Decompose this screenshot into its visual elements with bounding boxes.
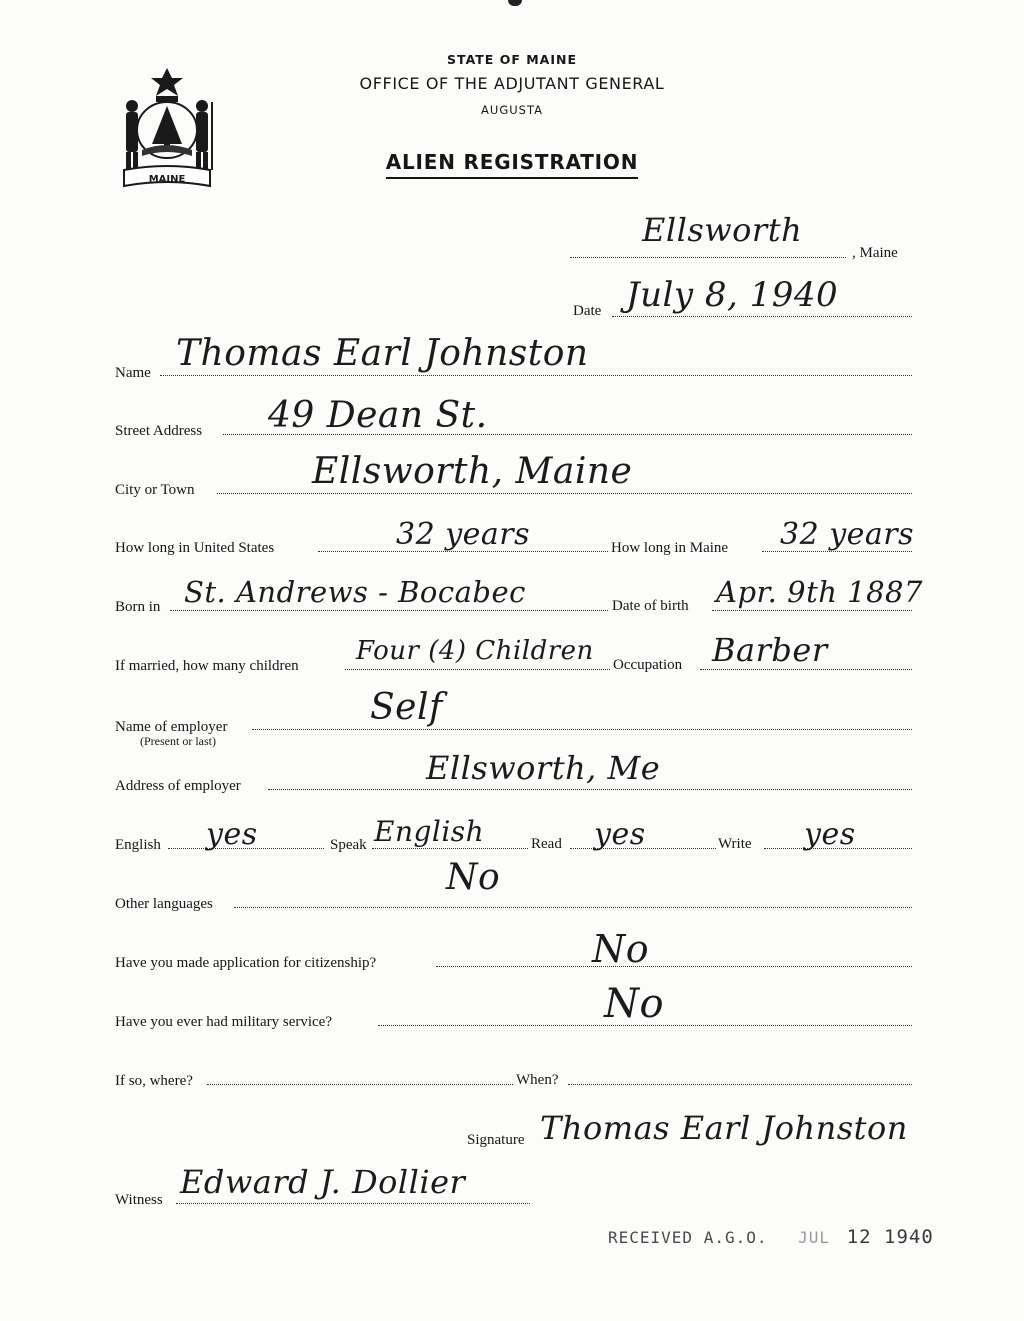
born-in-value: St. Andrews - Bocabec bbox=[184, 575, 526, 609]
speak-line bbox=[372, 848, 528, 849]
how-long-us-value: 32 years bbox=[396, 517, 531, 552]
employer-name-line bbox=[252, 729, 912, 730]
occupation-value: Barber bbox=[712, 631, 828, 669]
citizenship-value: No bbox=[592, 927, 650, 971]
children-label: If married, how many children bbox=[115, 658, 299, 674]
scan-mark bbox=[508, 0, 522, 6]
office-heading: OFFICE OF THE ADJUTANT GENERAL bbox=[359, 74, 665, 93]
when-line bbox=[568, 1084, 912, 1085]
where-line bbox=[207, 1084, 513, 1085]
write-value: yes bbox=[804, 817, 856, 852]
witness-line bbox=[176, 1203, 530, 1204]
name-line bbox=[160, 375, 912, 376]
stamp-month: JUL bbox=[798, 1228, 831, 1247]
other-languages-line bbox=[234, 907, 912, 908]
street-address-value: 49 Dean St. bbox=[268, 395, 488, 436]
date-line bbox=[612, 316, 912, 317]
occupation-label: Occupation bbox=[613, 657, 683, 673]
english-label: English bbox=[115, 837, 161, 853]
children-line bbox=[345, 669, 610, 670]
date-label: Date bbox=[573, 303, 602, 319]
city-line bbox=[217, 493, 912, 494]
when-label: When? bbox=[516, 1072, 559, 1088]
place-value: Ellsworth bbox=[642, 211, 803, 249]
children-value: Four (4) Children bbox=[356, 636, 594, 666]
form-title: ALIEN REGISTRATION bbox=[0, 150, 1024, 174]
stamp-prefix: RECEIVED A.G.O. bbox=[608, 1228, 768, 1247]
employer-name-sublabel: (Present or last) bbox=[140, 734, 216, 748]
read-value: yes bbox=[594, 817, 646, 852]
read-label: Read bbox=[531, 836, 562, 852]
place-label: , Maine bbox=[852, 245, 898, 261]
street-address-label: Street Address bbox=[115, 423, 203, 439]
date-value: July 8, 1940 bbox=[626, 275, 839, 315]
signature-value: Thomas Earl Johnston bbox=[540, 1109, 908, 1147]
citizenship-label: Have you made application for citizenship? bbox=[115, 955, 377, 971]
write-label: Write bbox=[718, 836, 752, 852]
date-of-birth-label: Date of birth bbox=[612, 598, 689, 614]
city-value: Ellsworth, Maine bbox=[312, 451, 633, 492]
speak-label: Speak bbox=[330, 837, 367, 853]
state-heading: STATE OF MAINE bbox=[447, 52, 577, 67]
date-of-birth-line bbox=[712, 610, 912, 611]
city-heading: AUGUSTA bbox=[481, 103, 543, 117]
received-stamp bbox=[608, 1226, 934, 1248]
military-label: Have you ever had military service? bbox=[115, 1014, 332, 1030]
stamp-date: 12 1940 bbox=[846, 1226, 934, 1248]
employer-name-label: Name of employer bbox=[115, 719, 228, 735]
employer-address-label: Address of employer bbox=[115, 778, 241, 794]
speak-value: English bbox=[374, 815, 485, 848]
other-languages-label: Other languages bbox=[115, 896, 213, 912]
military-value: No bbox=[604, 981, 665, 1027]
place-line bbox=[570, 257, 846, 258]
name-value: Thomas Earl Johnston bbox=[176, 333, 589, 374]
witness-value: Edward J. Dollier bbox=[180, 1163, 466, 1201]
other-languages-value: No bbox=[446, 857, 501, 898]
born-in-line bbox=[170, 610, 608, 611]
english-value: yes bbox=[206, 817, 258, 852]
where-label: If so, where? bbox=[115, 1073, 193, 1089]
how-long-maine-label: How long in Maine bbox=[611, 540, 729, 556]
employer-name-value: Self bbox=[370, 687, 443, 728]
name-label: Name bbox=[115, 365, 151, 381]
born-in-label: Born in bbox=[115, 599, 161, 615]
occupation-line bbox=[700, 669, 912, 670]
citizenship-line bbox=[436, 966, 912, 967]
date-of-birth-value: Apr. 9th 1887 bbox=[716, 575, 923, 609]
city-label: City or Town bbox=[115, 482, 195, 498]
witness-label: Witness bbox=[115, 1192, 163, 1208]
how-long-maine-value: 32 years bbox=[780, 517, 915, 552]
how-long-us-label: How long in United States bbox=[115, 540, 275, 556]
seal-lettering: MAINE bbox=[148, 174, 186, 185]
employer-address-line bbox=[268, 789, 912, 790]
employer-address-value: Ellsworth, Me bbox=[426, 749, 661, 787]
signature-label: Signature bbox=[467, 1132, 525, 1148]
